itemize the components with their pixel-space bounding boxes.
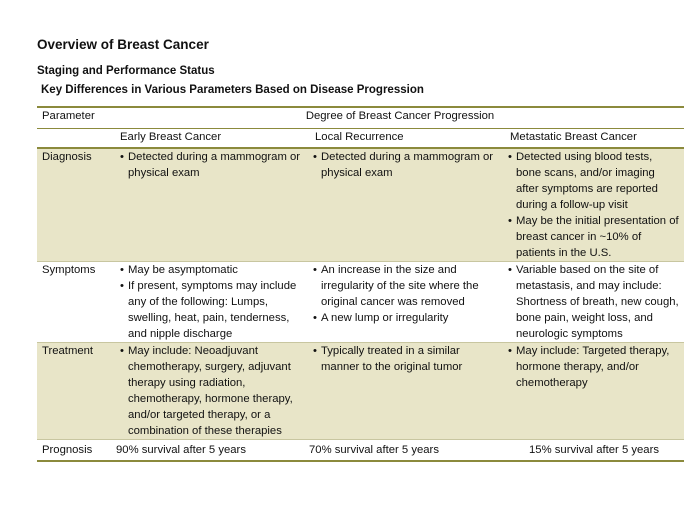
cell-metastatic (504, 343, 684, 440)
header-metastatic: Metastatic Breast Cancer (504, 129, 684, 149)
page-subtitle: Staging and Performance Status (37, 65, 215, 77)
cell-metastatic (504, 148, 684, 262)
bullet-item: • May be the initial presentation of breast cancer in ~10% of patients in the U.S. (516, 213, 680, 261)
cell-local (309, 262, 504, 343)
row-label: Treatment (37, 343, 116, 440)
header-degree: Degree of Breast Cancer Progression (116, 107, 684, 129)
table-row-treatment (37, 343, 684, 440)
cell-metastatic (504, 262, 684, 343)
bullet-item: • An increase in the size and irregularity of the site where the original cancer was removed (321, 262, 500, 310)
bullet-item: • Typically treated in a similar manner to the original tumor (321, 343, 500, 375)
header-early: Early Breast Cancer (37, 129, 309, 149)
table-row-symptoms (37, 262, 684, 343)
row-label: Diagnosis (37, 148, 116, 262)
bullet-item: • Detected during a mammogram or physical exam (128, 149, 305, 181)
bullet-item: • May be asymptomatic (128, 262, 305, 278)
cell-local (309, 148, 504, 262)
bullet-item: • A new lump or irregularity (321, 310, 500, 326)
bullet-item: • May include: Neoadjuvant chemotherapy, surgery, adjuvant therapy using radiation, chemotherapy, hormone therapy, and/or targeted therapy, or a combination of these therapies (128, 343, 305, 439)
cell-early: 90% survival after 5 years (116, 440, 309, 462)
header-row (37, 107, 684, 129)
table-row-diagnosis (37, 148, 684, 262)
cell-local (309, 343, 504, 440)
row-label: Prognosis (37, 440, 116, 462)
cell-early (116, 148, 309, 262)
header-parameter: Parameter (37, 107, 116, 129)
cell-local: 70% survival after 5 years (309, 440, 504, 462)
bullet-item: • May include: Targeted therapy, hormone therapy, and/or chemotherapy (516, 343, 680, 391)
page-title: Overview of Breast Cancer (37, 37, 209, 52)
bullet-item: • Detected using blood tests, bone scans, and/or imaging after symptoms are reported during a follow-up visit (516, 149, 680, 213)
comparison-table (37, 106, 684, 462)
header-local: Local Recurrence (309, 129, 504, 149)
table-row-prognosis (37, 440, 684, 462)
bullet-item: • Variable based on the site of metastasis, and may include: Shortness of breath, new cough, bone pain, weight loss, and neurologic symptoms (516, 262, 680, 342)
bullet-item: • Detected during a mammogram or physical exam (321, 149, 500, 181)
cell-early (116, 343, 309, 440)
table-title: Key Differences in Various Parameters Based on Disease Progression (41, 84, 424, 96)
bullet-item: • If present, symptoms may include any of the following: Lumps, swelling, heat, pain, tenderness, and nipple discharge (128, 278, 305, 342)
subheader-row (37, 129, 684, 149)
cell-early (116, 262, 309, 343)
cell-metastatic: 15% survival after 5 years (504, 440, 684, 462)
row-label: Symptoms (37, 262, 116, 343)
